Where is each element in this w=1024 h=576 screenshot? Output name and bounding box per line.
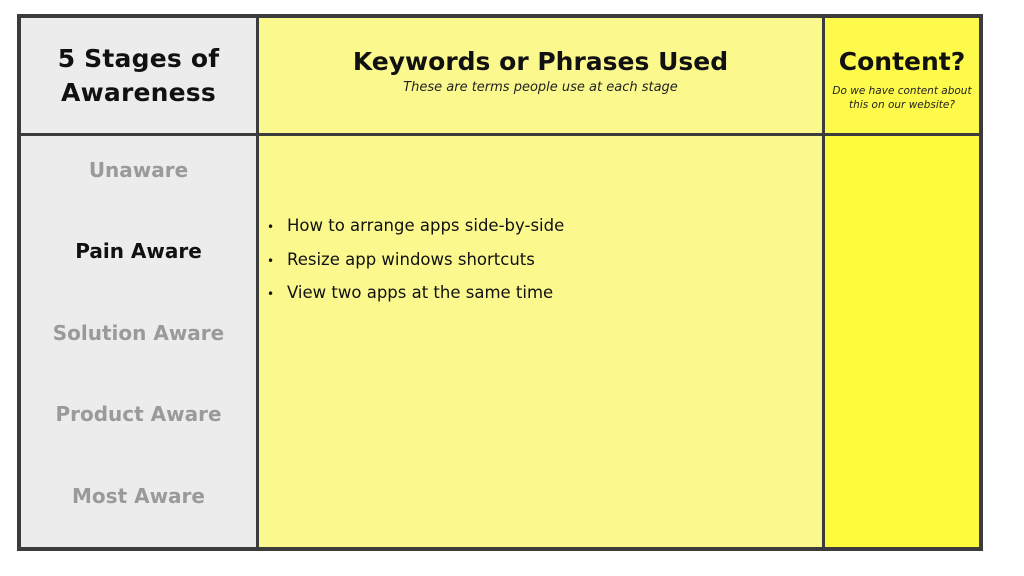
content-header-subtitle: Do we have content about this on our website? bbox=[832, 85, 972, 111]
stage-product-aware: Product Aware bbox=[55, 402, 222, 426]
bullet-icon: • bbox=[267, 220, 275, 234]
stages-header-cell bbox=[21, 18, 259, 136]
keywords-header-cell bbox=[259, 18, 825, 136]
stage-pain-aware: Pain Aware bbox=[75, 239, 202, 263]
bullet-icon: • bbox=[267, 287, 275, 301]
stages-column bbox=[21, 136, 259, 547]
stages-header-line1: 5 Stages of bbox=[57, 43, 220, 73]
keyword-text: Resize app windows shortcuts bbox=[287, 249, 535, 269]
content-column bbox=[825, 136, 979, 547]
stages-header-title bbox=[58, 42, 220, 110]
awareness-table bbox=[17, 14, 983, 551]
keywords-column bbox=[259, 136, 825, 547]
keyword-text: How to arrange apps side-by-side bbox=[287, 216, 565, 235]
list-item bbox=[267, 283, 564, 317]
bullet-icon: • bbox=[267, 253, 275, 268]
keywords-list bbox=[267, 216, 564, 317]
list-item bbox=[267, 250, 564, 284]
content-header-cell bbox=[825, 18, 979, 136]
keyword-text: View two apps at the same time bbox=[287, 283, 554, 302]
stage-solution-aware: Solution Aware bbox=[52, 321, 225, 345]
list-item bbox=[267, 216, 564, 250]
keywords-header-subtitle: These are terms people use at each stage bbox=[403, 80, 678, 95]
stages-header-line2: Awareness bbox=[61, 77, 216, 107]
stage-unaware: Unaware bbox=[88, 158, 189, 182]
stage-most-aware: Most Aware bbox=[72, 484, 205, 508]
keywords-header-title: Keywords or Phrases Used bbox=[352, 47, 729, 76]
content-header-title: Content? bbox=[838, 47, 966, 76]
